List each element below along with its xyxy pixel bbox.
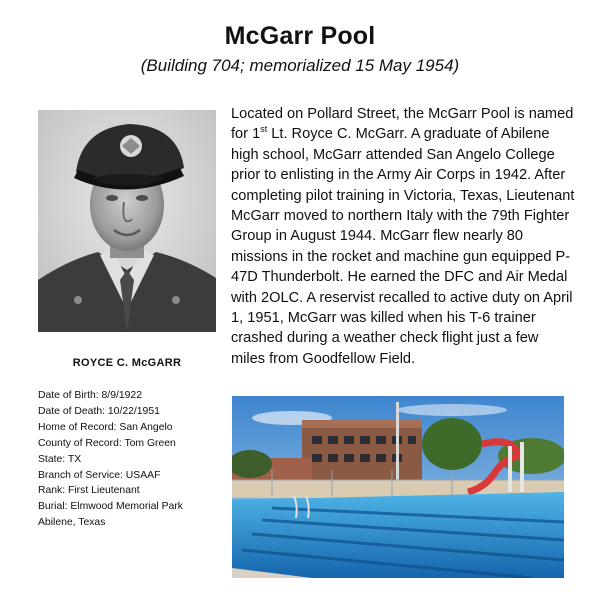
fact-date-of-birth: Date of Birth: 8/9/1922 [38,390,142,401]
portrait-photo [38,110,216,332]
service-facts-list [38,388,228,531]
ordinal-superscript: st [260,124,268,135]
biography-paragraph [231,104,576,369]
pool-illustration [232,396,564,578]
fact-state: State: TX [38,453,82,465]
page-title: McGarr Pool [224,22,376,50]
fact-rank: Rank: First Lieutenant [38,485,140,497]
fact-date-of-death: Date of Death: 10/22/1951 [38,405,160,417]
body-text-rest: Lt. Royce C. McGarr. A graduate of Abilene high school, McGarr attended San Angelo College prior to enlisting in the Army Air Corps in 1942. After completing pilot training in Victoria, Texas, Lieutenant McGarr moved to northern Italy with the 79th Fighter Group in August 1944. McGarr flew nearly 80 missions in the rocket and machine gun equipped P-47D Thunderbolt. He earned the DFC and Air Medal with 2OLC. A reservist recalled to active duty on April 1, 1951, McGarr was killed when his T-6 trainer crashed during a weather check flight just a few miles from Goodfellow Field. [231,126,575,367]
fact-branch-of-service: Branch of Service: USAAF [38,469,161,481]
fact-county-of-record: County of Record: Tom Green [38,437,176,449]
page-subtitle: (Building 704; memorialized 15 May 1954) [140,56,460,75]
fact-burial: Burial: Elmwood Memorial Park [38,501,183,513]
pool-photo [232,396,564,578]
body-text-start: Located on Pollard Street, the McGarr Pool is named for 1 [231,106,574,143]
fact-home-of-record: Home of Record: San Angelo [38,421,173,433]
fact-burial-location: Abilene, Texas [38,517,106,529]
portrait-caption: ROYCE C. McGARR [72,357,182,369]
portrait-illustration [38,110,216,332]
